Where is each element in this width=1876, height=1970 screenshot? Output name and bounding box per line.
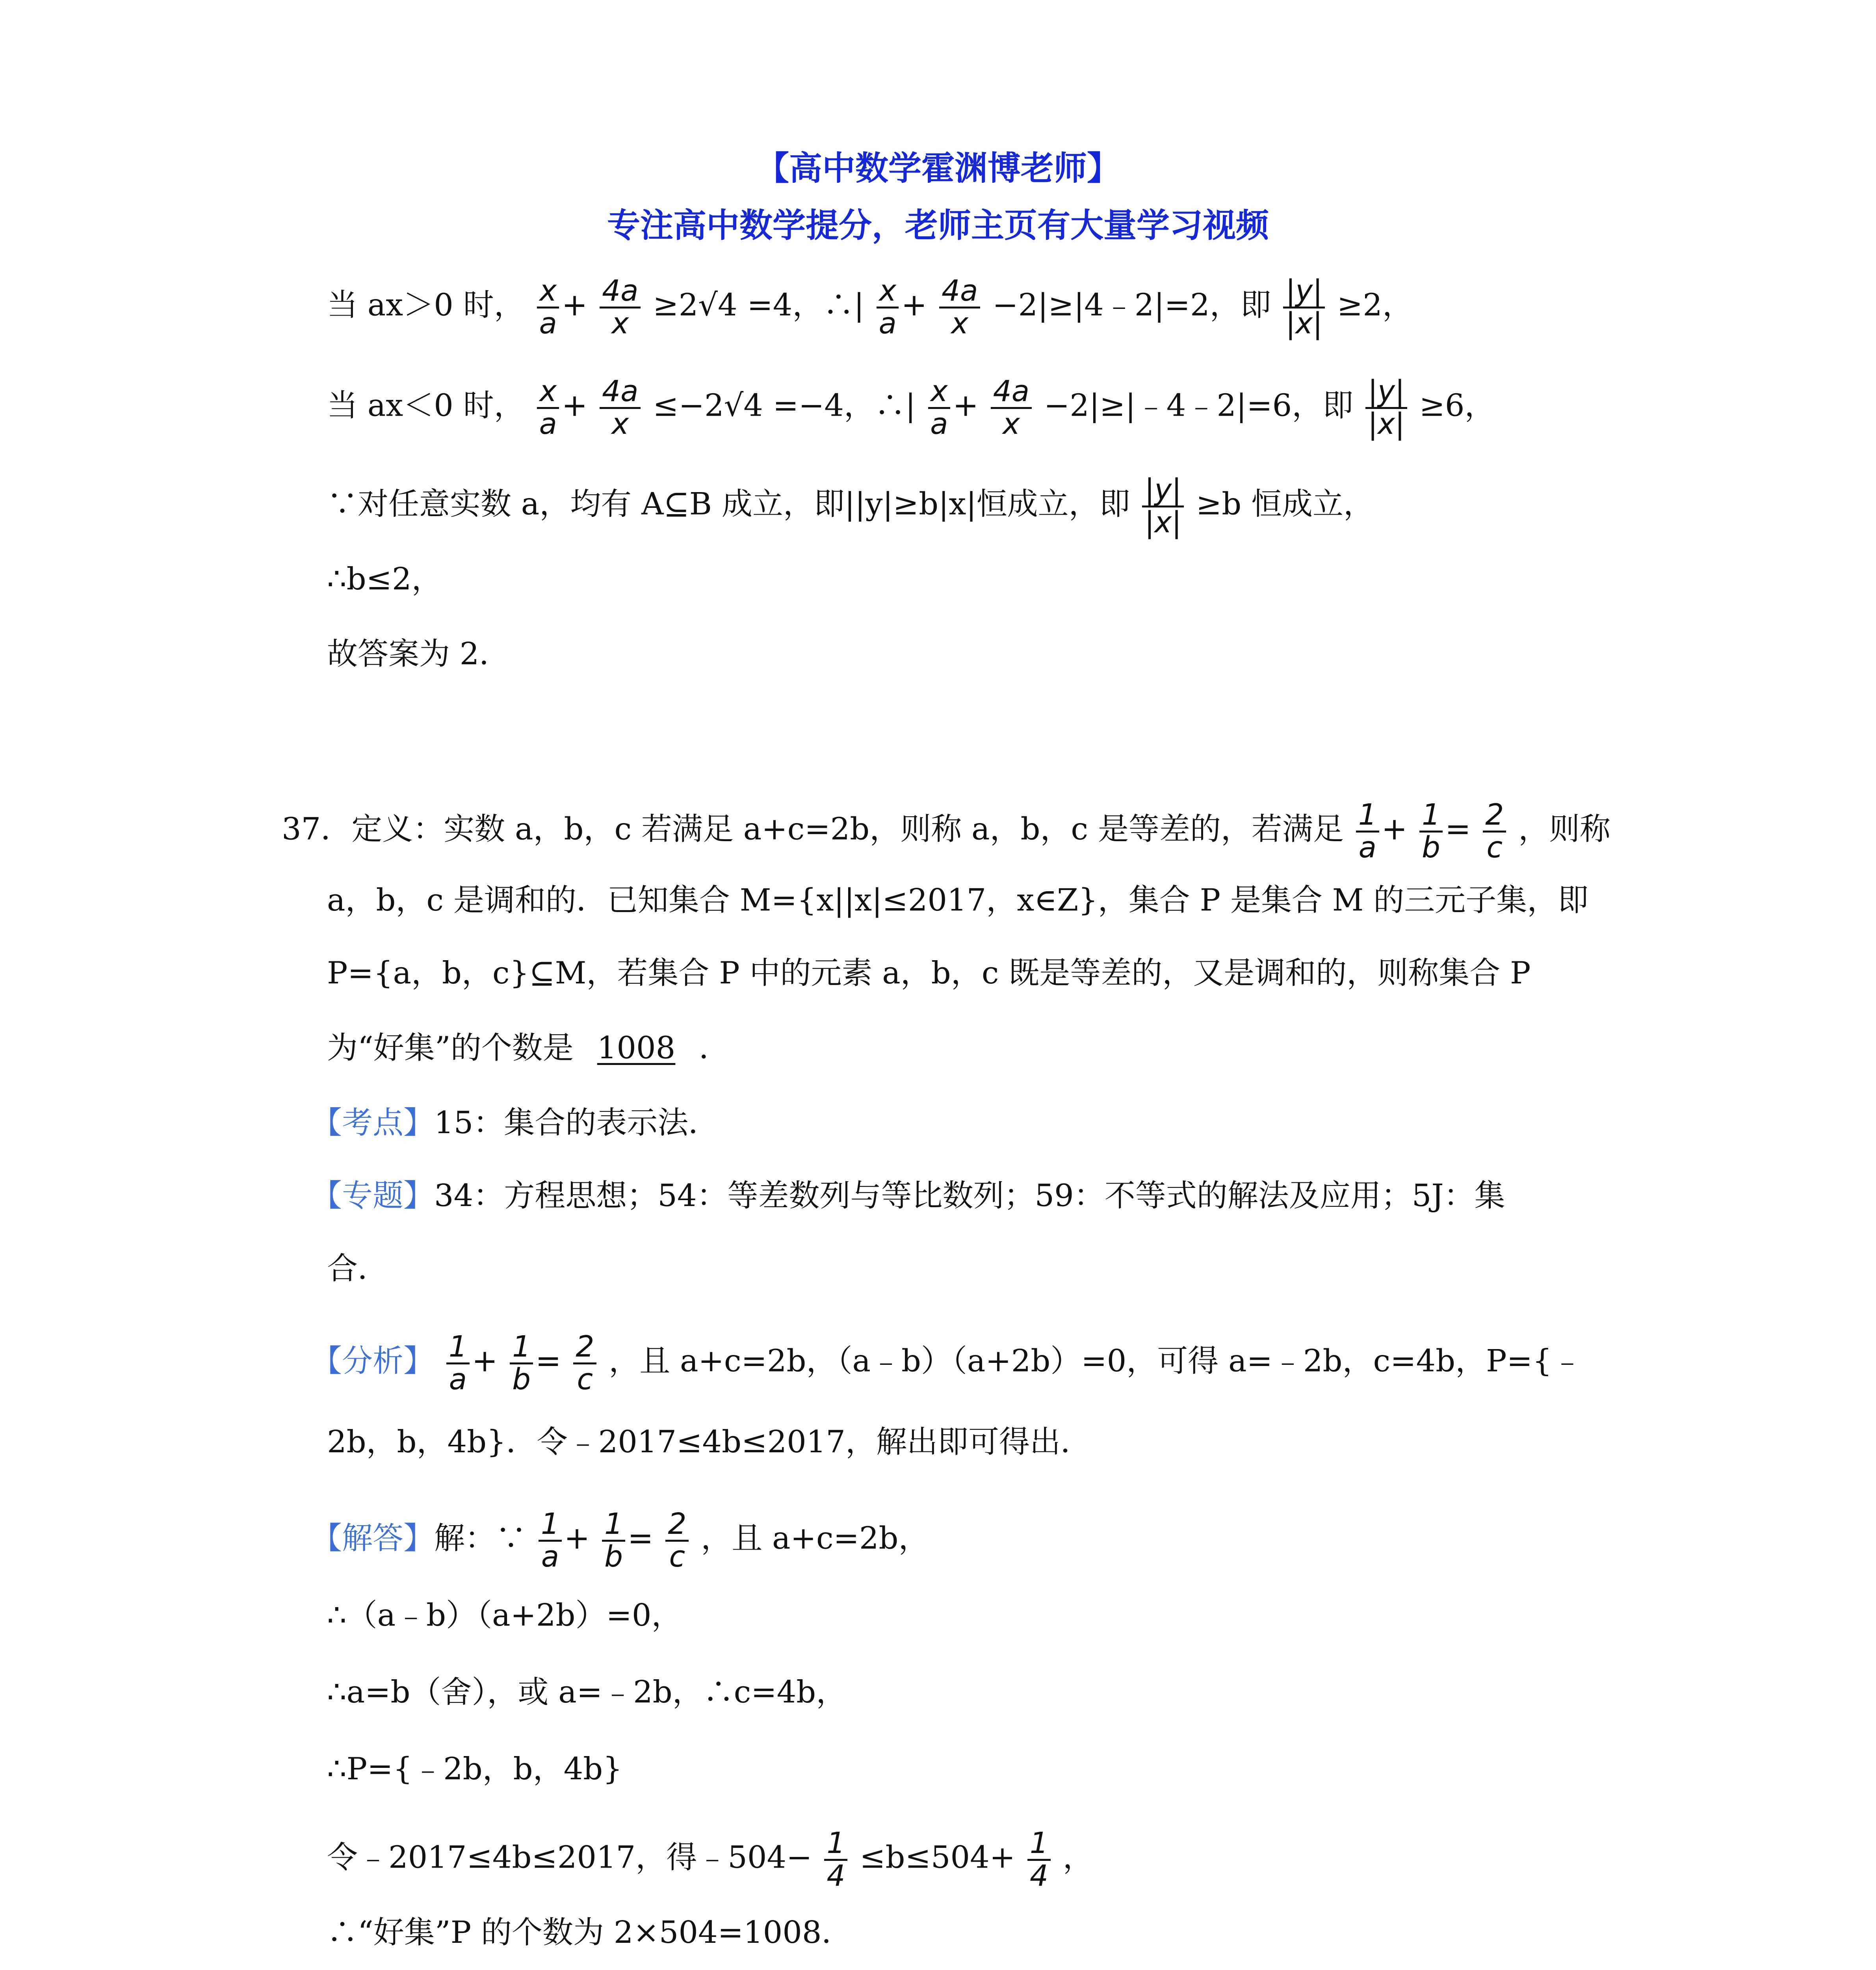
frac-2-over-c: $\frac{2}{c}$ <box>1483 800 1506 863</box>
q37-line-2: a，b，c 是调和的．已知集合 M={x||x|≤2017，x∈Z}，集合 P 是集合 M 的三元子集，即 <box>327 883 1589 918</box>
q37-step-2: ∴a=b（舍），或 a=﹣2b，∴c=4b， <box>327 1674 847 1710</box>
prev-line-5: 故答案为 2． <box>327 636 510 672</box>
q37-zhuanti: 【专题】34：方程思想；54：等差数列与等比数列；59：不等式的解法及应用；5J：集 <box>311 1178 1505 1214</box>
q37-line-3: P={a，b，c}⊆M，若集合 P 中的元素 a，b，c 既是等差的，又是调和的，则称集合 P <box>327 955 1531 991</box>
frac-4a-over-x: $\frac{4a}{x}$ <box>600 376 641 439</box>
prev-line-4: ∴b≤2， <box>327 561 442 597</box>
frac-1-over-b: $\frac{1}{b}$ <box>1419 800 1443 863</box>
frac-2-over-c: $\frac{2}{c}$ <box>573 1332 596 1395</box>
frac-abs-y-over-abs-x: $\frac{|y|}{|x|}$ <box>1365 376 1407 439</box>
q37-step-4: 令﹣2017≤4b≤2017，得﹣504− $\frac{1}{4}$ ≤b≤504+ $\frac{1}{4}$ ， <box>327 1826 1094 1893</box>
q37-line-1: 37．定义：实数 a，b，c 若满足 a+c=2b，则称 a，b，c 是等差的，若满足 $\frac{1}{a}$ + $\frac{1}{b}$ = $\frac{2}{c}$ ，则称 <box>282 798 1611 864</box>
q37-line-4: 为“好集”的个数是 1008 ． <box>327 1030 730 1066</box>
frac-x-over-a: $\frac{x}{a}$ <box>537 376 559 439</box>
q37-jieda: 【解答】解：∵ $\frac{1}{a}$ + $\frac{1}{b}$ = $\frac{2}{c}$ ，且 a+c=2b， <box>311 1507 929 1574</box>
kaodian-tag: 【考点】 <box>311 1105 435 1141</box>
jieda-tag: 【解答】 <box>311 1520 435 1556</box>
frac-4a-over-x: $\frac{4a}{x}$ <box>600 276 641 339</box>
q37-kaodian: 【考点】15：集合的表示法． <box>311 1105 719 1141</box>
frac-x-over-a: $\frac{x}{a}$ <box>876 276 899 339</box>
frac-2-over-c: $\frac{2}{c}$ <box>665 1509 689 1572</box>
frac-1-over-a: $\frac{1}{a}$ <box>539 1509 562 1572</box>
frac-1-over-4: $\frac{1}{4}$ <box>824 1828 847 1891</box>
frac-4a-over-x: $\frac{4a}{x}$ <box>939 276 980 339</box>
frac-x-over-a: $\frac{x}{a}$ <box>928 376 950 439</box>
frac-1-over-4: $\frac{1}{4}$ <box>1027 1828 1051 1891</box>
frac-4a-over-x: $\frac{4a}{x}$ <box>991 376 1032 439</box>
q37-step-5: ∴“好集”P 的个数为 2×504=1008． <box>327 1915 853 1950</box>
header-slogan: 专注高中数学提分，老师主页有大量学习视频 <box>607 206 1269 245</box>
prev-line-3: ∵对任意实数 a，均有 A⊆B 成立，即||y|≥b|x|恒成立，即 $\frac{|y|}{|x|}$ ≥b 恒成立， <box>327 473 1374 539</box>
frac-1-over-b: $\frac{1}{b}$ <box>602 1509 625 1572</box>
prev-line-2: 当 ax＜0 时， $\frac{x}{a}$ + $\frac{4a}{x}$ ≤−2√4 =−4，∴| $\frac{x}{a}$ + $\frac{4a}{x}$ −2|≥|﹣4﹣2|=6，即 $\frac{|y|}{|x|}$ ≥6， <box>327 374 1495 441</box>
zhuanti-tag: 【专题】 <box>311 1178 435 1214</box>
fenxi-tag: 【分析】 <box>311 1343 435 1379</box>
frac-abs-y-over-abs-x: $\frac{|y|}{|x|}$ <box>1283 276 1325 339</box>
frac-abs-y-over-abs-x: $\frac{|y|}{|x|}$ <box>1142 475 1184 538</box>
q37-step-1: ∴（a﹣b）（a+2b）=0， <box>327 1598 682 1633</box>
frac-1-over-b: $\frac{1}{b}$ <box>510 1332 533 1395</box>
q37-zhuanti-cont: 合． <box>327 1251 389 1286</box>
header-teacher: 【高中数学霍渊博老师】 <box>756 149 1120 188</box>
q37-answer: 1008 <box>597 1030 676 1066</box>
prev-line-1: 当 ax＞0 时， $\frac{x}{a}$ + $\frac{4a}{x}$ ≥2√4 =4，∴| $\frac{x}{a}$ + $\frac{4a}{x}$ −2|≥|4﹣2|=2，即 $\frac{|y|}{|x|}$ ≥2， <box>327 274 1413 340</box>
frac-1-over-a: $\frac{1}{a}$ <box>446 1332 470 1395</box>
q37-step-3: ∴P={﹣2b，b，4b} <box>327 1751 622 1787</box>
q37-fenxi-cont: 2b，b，4b}．令﹣2017≤4b≤2017，解出即可得出． <box>327 1424 1091 1460</box>
q37-fenxi: 【分析】 $\frac{1}{a}$ + $\frac{1}{b}$ = $\frac{2}{c}$ ，且 a+c=2b，（a﹣b）（a+2b）=0，可得 a=﹣2b，c=4b，P={﹣ <box>311 1330 1583 1396</box>
frac-x-over-a: $\frac{x}{a}$ <box>537 276 559 339</box>
frac-1-over-a: $\frac{1}{a}$ <box>1356 800 1379 863</box>
